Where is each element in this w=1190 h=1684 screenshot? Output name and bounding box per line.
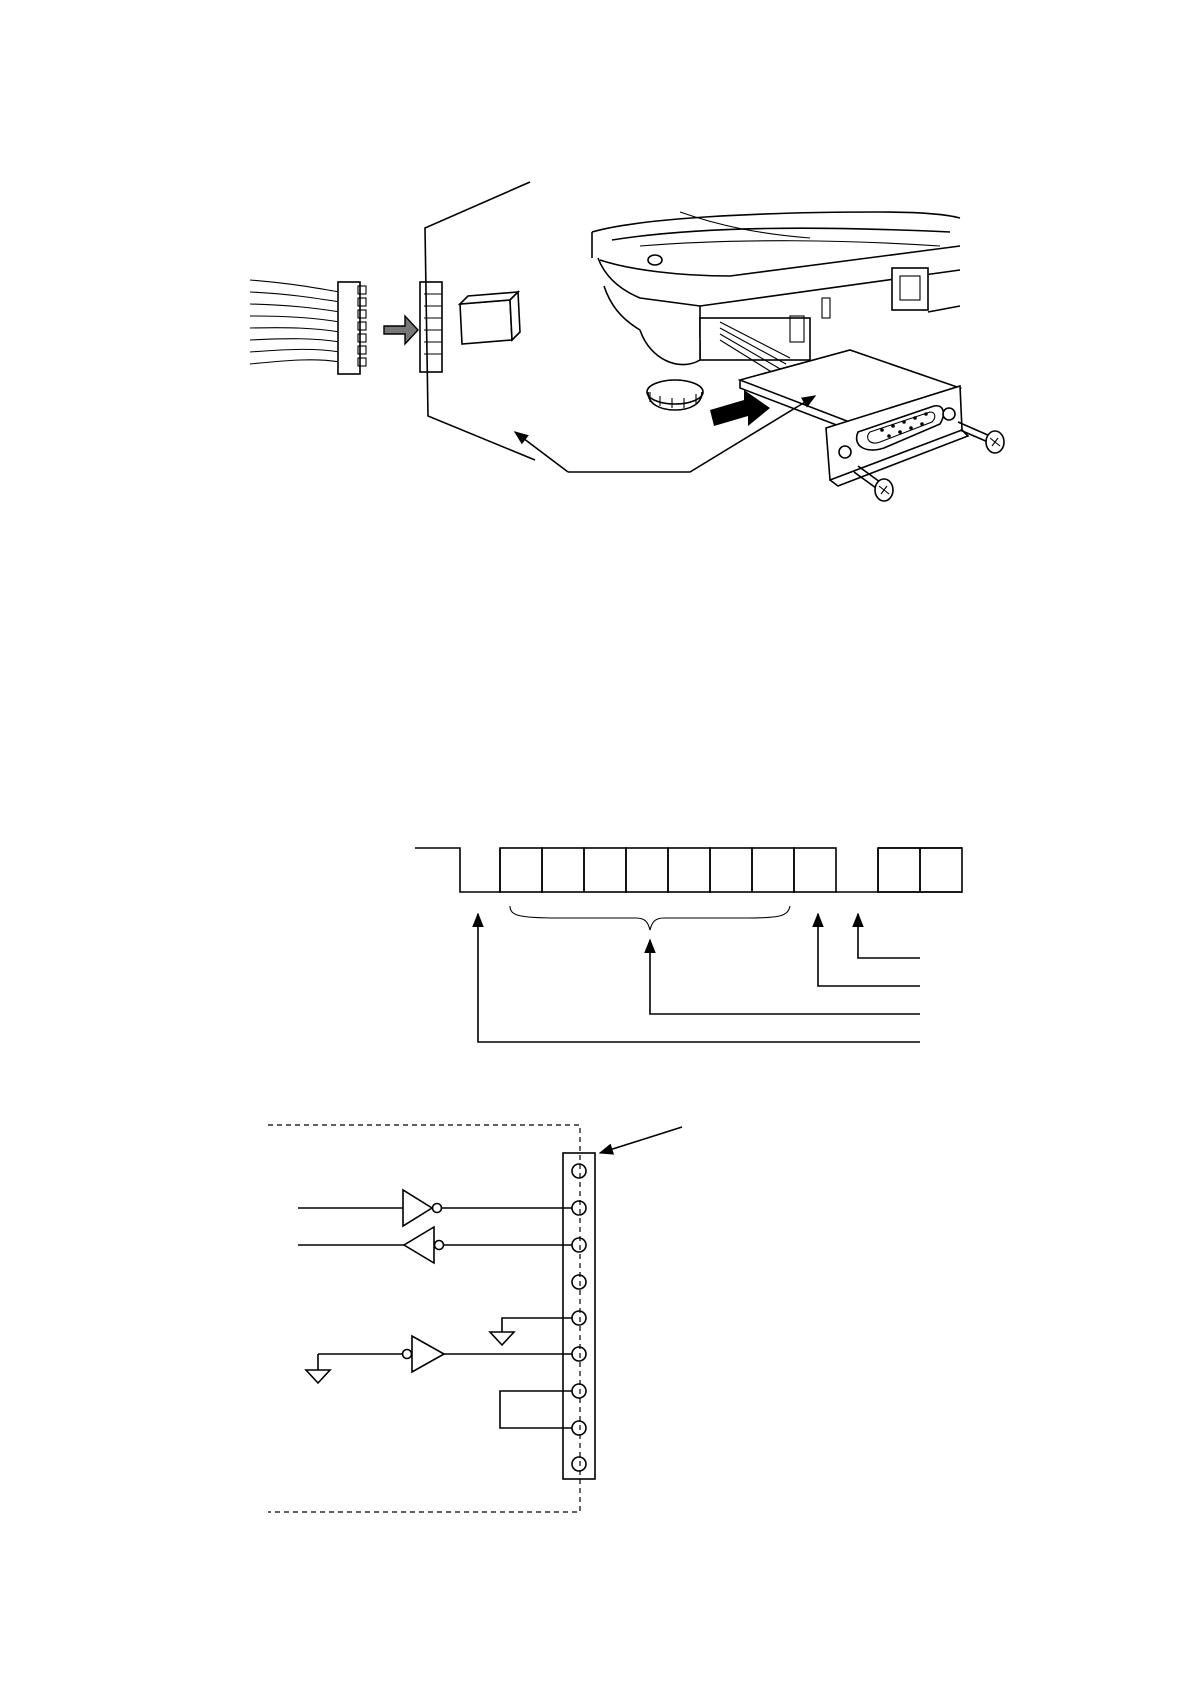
terminal-block (563, 1153, 595, 1479)
terminal-pin-1 (572, 1164, 586, 1178)
terminal-pointer (600, 1127, 682, 1153)
terminal-pin-7 (572, 1384, 586, 1398)
terminal-pin-6 (572, 1347, 586, 1361)
terminal-pin-3 (572, 1238, 586, 1252)
stop-gap (836, 848, 878, 892)
connector-cable-icon (250, 280, 366, 374)
terminal-pin-5 (572, 1311, 586, 1325)
stop-bit-boxes (878, 848, 962, 892)
interface-circuit-figure (268, 1125, 682, 1512)
screw-icon-lower (854, 466, 893, 501)
insert-arrow-icon (384, 316, 418, 344)
terminal-pin-8 (572, 1421, 586, 1435)
frame-pointers (478, 914, 920, 1042)
reference-pointers (515, 396, 815, 472)
rx-receiver (298, 1227, 572, 1263)
board-header-socket (420, 282, 442, 372)
terminal-pin-9 (572, 1457, 586, 1471)
ground-icon (306, 1354, 330, 1383)
signal-ground-icon (490, 1318, 572, 1345)
dust-cover-block (460, 292, 520, 344)
terminal-pin-4 (572, 1275, 586, 1289)
data-bits-brace (510, 906, 790, 930)
control-buffer (318, 1336, 572, 1372)
loopback-jumper (500, 1391, 572, 1428)
leveling-foot-icon (640, 330, 703, 410)
installation-figure (250, 182, 1004, 501)
terminal-pin-2 (572, 1201, 586, 1215)
serial-frame-figure (415, 848, 962, 1042)
frame-waveform (415, 848, 500, 892)
tx-driver (298, 1190, 572, 1226)
data-bit-boxes (500, 848, 836, 892)
interface-board-icon (740, 350, 968, 486)
